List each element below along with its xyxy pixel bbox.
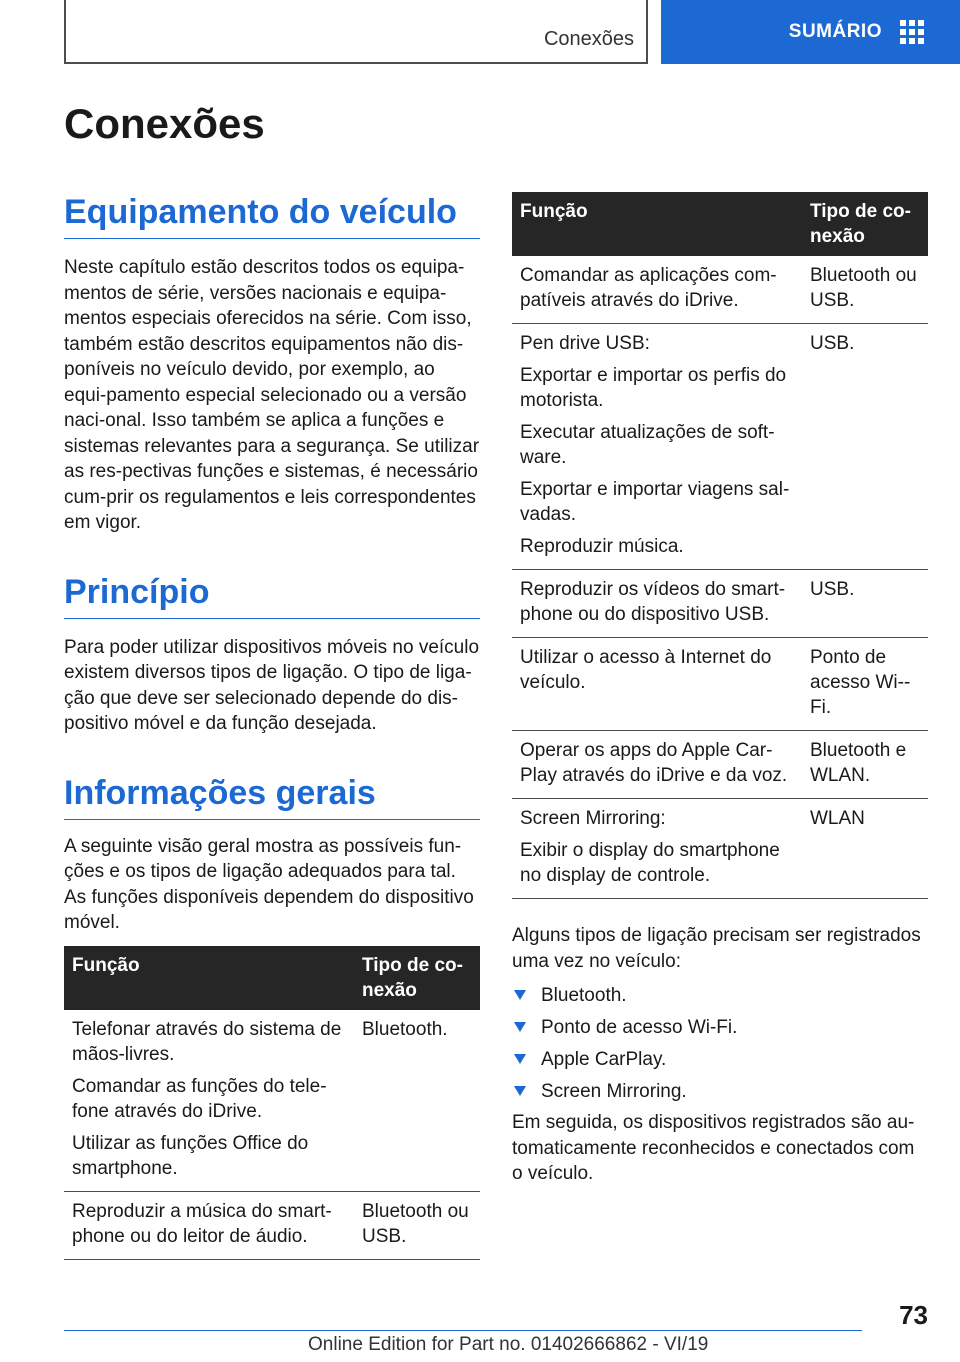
function-line: Executar atualizações de soft-ware. xyxy=(520,422,775,468)
function-line: Reproduzir os vídeos do smart-phone ou do dispositivo USB. xyxy=(520,579,786,625)
registration-list xyxy=(512,980,928,1108)
table-header-connection: Tipo de co-nexão xyxy=(802,192,928,256)
principle-text: Para poder utilizar dispositivos móveis no veículo existem diversos tipos de ligação. O tipo de liga-ção que deve ser selecionado depende do dis-positivo móvel e da função desejada. xyxy=(64,636,480,734)
table-cell-function xyxy=(64,1010,354,1192)
left-column xyxy=(64,190,480,1260)
triangle-bullet-icon xyxy=(514,990,526,1000)
function-line: Utilizar o acesso à Internet do veículo. xyxy=(520,647,772,693)
equipment-text: Neste capítulo estão descritos todos os equipa-mentos de série, versões nacionais e equipa-mentos especiais oferecidos na série. Com isso, também estão descritos equipamentos não dis-poníveis no veículo devido, por exemplo, ao equi-pamento especial selecionado ou a versão naci-onal. Isso também se aplica a funções e sistemas relevantes para a segurança. Se utilizar as res-pectivas funções e sistemas, é necessário cum-prir os regulamentos e leis correspondentes em vigor. xyxy=(64,257,480,533)
list-item xyxy=(512,1044,928,1076)
table-cell-function xyxy=(512,638,802,731)
table-cell-function xyxy=(512,324,802,570)
table-cell-connection: Bluetooth. xyxy=(354,1010,480,1192)
list-item xyxy=(512,1012,928,1044)
table-cell-connection: USB. xyxy=(802,324,928,570)
table-cell-connection: Bluetooth ou USB. xyxy=(354,1191,480,1259)
function-line: Screen Mirroring: xyxy=(520,808,666,829)
function-line: Reproduzir a música do smart-phone ou do leitor de áudio. xyxy=(72,1200,332,1247)
table-row xyxy=(512,324,928,570)
section-heading-general: Informações gerais xyxy=(64,771,480,820)
registration-outro: Em seguida, os dispositivos registrados são au-tomaticamente reconhecidos e conectados com o veículo. xyxy=(512,1112,915,1184)
header-chapter-label: Conexões xyxy=(543,28,634,50)
function-line: Telefonar através do sistema de mãos-livres. xyxy=(72,1018,342,1065)
registration-intro: Alguns tipos de ligação precisam ser registrados uma vez no veículo: xyxy=(512,925,921,972)
table-row xyxy=(512,799,928,899)
footer-divider xyxy=(64,1330,862,1331)
general-text: A seguinte visão geral mostra as possíveis fun-ções e os tipos de ligação adequados para tal. As funções disponíveis dependem do dispositivo móvel. xyxy=(64,835,474,933)
triangle-bullet-icon xyxy=(514,1086,526,1096)
connection-table-right xyxy=(512,192,928,899)
table-cell-connection: Bluetooth e WLAN. xyxy=(802,731,928,799)
table-row xyxy=(512,256,928,324)
table-row xyxy=(64,1010,480,1192)
table-cell-function xyxy=(512,799,802,899)
table-cell-function xyxy=(512,256,802,324)
table-cell-connection: WLAN xyxy=(802,799,928,899)
table-header-function: Função xyxy=(64,946,354,1010)
list-item xyxy=(512,980,928,1012)
table-row xyxy=(512,570,928,638)
table-cell-connection: USB. xyxy=(802,570,928,638)
table-cell-function xyxy=(64,1191,354,1259)
toc-button[interactable] xyxy=(661,0,960,64)
table-row xyxy=(64,1191,480,1259)
right-column xyxy=(512,192,928,1187)
table-header-function: Função xyxy=(512,192,802,256)
table-row xyxy=(512,731,928,799)
list-item-label: Bluetooth. xyxy=(541,985,627,1006)
function-line: Exportar e importar viagens sal-vadas. xyxy=(520,479,790,525)
page-number: 73 xyxy=(899,1300,928,1330)
triangle-bullet-icon xyxy=(514,1054,526,1064)
function-line: Comandar as funções do tele-fone através do iDrive. xyxy=(72,1075,327,1122)
list-item-label: Apple CarPlay. xyxy=(541,1049,667,1070)
table-cell-connection: Bluetooth ou USB. xyxy=(802,256,928,324)
table-header-connection: Tipo de co-nexão xyxy=(354,946,480,1010)
toc-label: SUMÁRIO xyxy=(788,21,882,42)
section-heading-equipment: Equipamento do veículo xyxy=(64,190,480,239)
function-line: Exibir o display do smartphone no display de controle. xyxy=(520,840,780,886)
function-line: Comandar as aplicações com-patíveis através do iDrive. xyxy=(520,265,777,311)
page-title: Conexões xyxy=(64,100,265,147)
function-line: Pen drive USB: xyxy=(520,333,650,354)
table-row xyxy=(512,638,928,731)
triangle-bullet-icon xyxy=(514,1022,526,1032)
list-item-label: Ponto de acesso Wi-Fi. xyxy=(541,1017,738,1038)
grid-menu-icon xyxy=(900,20,924,44)
function-line: Operar os apps do Apple Car-Play através do iDrive e da voz. xyxy=(520,740,788,786)
section-heading-principle: Princípio xyxy=(64,570,480,619)
table-cell-function xyxy=(512,731,802,799)
function-line: Utilizar as funções Office do smartphone. xyxy=(72,1132,309,1179)
list-item-label: Screen Mirroring. xyxy=(541,1081,687,1102)
table-cell-function xyxy=(512,570,802,638)
connection-table-left xyxy=(64,946,480,1260)
function-line: Exportar e importar os perfis do motorista. xyxy=(520,365,787,411)
header-chapter-box xyxy=(64,0,648,64)
function-line: Reproduzir música. xyxy=(520,536,684,557)
list-item xyxy=(512,1076,928,1108)
footer-edition: Online Edition for Part no. 01402666862 - VI/19 xyxy=(308,1334,709,1355)
table-cell-connection: Ponto de acesso Wi--Fi. xyxy=(802,638,928,731)
